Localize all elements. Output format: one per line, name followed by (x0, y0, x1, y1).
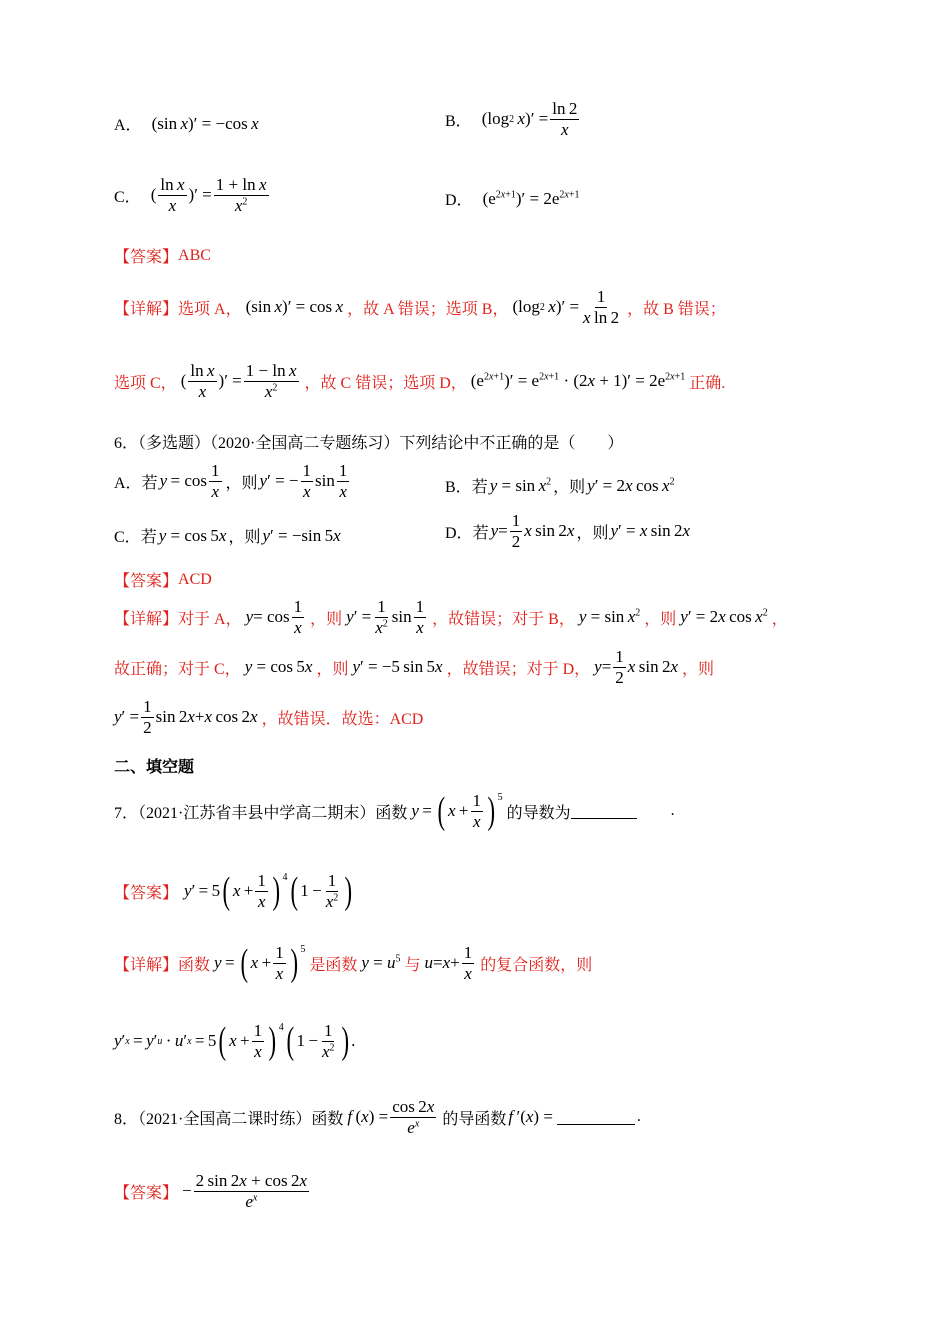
detail-text: 故正确；对于 C， (114, 660, 241, 678)
detail-text: ，故错误．故选：ACD (261, 710, 424, 728)
section-title: 二、填空题 (114, 759, 195, 776)
math-expression: f ( x ) = $\frac{\cos 2x}{e^x}$ (347, 1097, 435, 1137)
q5-answer (114, 244, 211, 267)
q5-option-a (114, 112, 259, 135)
option-text: 若 (471, 479, 488, 496)
math-expression: y = $\frac{1}{2}$ x sin 2 x (594, 647, 679, 687)
q7-detail-line-1 (114, 944, 592, 983)
detail-tag: 【详解】 (114, 300, 179, 318)
detail-text: ，故 A 错误；选项 B， (347, 300, 509, 318)
q6-detail-line-1 (114, 598, 788, 637)
q6-option-a (114, 462, 353, 501)
q6-option-d (445, 512, 692, 551)
q6-detail-line-3 (114, 698, 423, 737)
answer-blank[interactable] (571, 804, 637, 819)
math-expression: − $\frac{2 \sin 2x + \cos 2x}{e^x}$ (182, 1171, 308, 1211)
q5-option-b (445, 100, 581, 139)
detail-text: 选项 A， (178, 300, 242, 318)
math-expression: y ′ = $\frac{1}{2}$ sin 2 x + x cos 2 x (114, 697, 258, 737)
q6-option-b (445, 474, 677, 497)
answer-tag: 【答案】 (114, 1184, 179, 1202)
answer-value: ACD (178, 570, 212, 588)
math-expression: y′ = 2x $\cos x^2$ (587, 475, 675, 495)
option-text: 若 (472, 524, 489, 542)
option-label: C． (114, 188, 141, 206)
question-text: 7．（2021·江苏省丰县中学高二期末）函数 (114, 804, 408, 822)
q5-option-d (445, 187, 579, 210)
option-text: ，则 (225, 474, 258, 492)
detail-text: ，则 (644, 610, 677, 628)
math-expression: y = $\frac{1}{2}$ x sin 2 x (490, 511, 575, 551)
q5-detail-line-1 (114, 288, 726, 327)
math-expression: $(e^{2x+1})' = e^{2x+1} \cdot (2x + 1)' = 2e^{2x+1}$ (470, 371, 686, 391)
detail-text: 对于 A， (178, 610, 242, 628)
math-expression: (log 2 x )′ = $\frac{\ln 2}{x}$ (481, 99, 578, 139)
question-text: 6．（多选题）（2020·全国高二专题练习）下列结论中不正确的是（ ） (114, 435, 624, 452)
detail-text: 选项 C， (114, 374, 177, 392)
math-expression: y = ( x + $\frac{1}{x}$ ) $^5$ (411, 790, 503, 833)
detail-text: 是函数 (309, 956, 358, 974)
detail-text: ，则 (310, 610, 343, 628)
option-text: 若 (141, 474, 158, 492)
math-expression: $y = \sin x^2$ (489, 475, 552, 495)
detail-text: ，故 C 错误；选项 D， (304, 374, 467, 392)
math-expression: y = cos $\frac{1}{x}$ (159, 461, 220, 501)
detail-text: ，故 B 错误； (627, 300, 726, 318)
math-expression: (sin x)′ = cos x (245, 297, 344, 317)
q7-stem (114, 792, 675, 831)
question-text: 的导数为 (506, 804, 571, 822)
option-text: ，则 (576, 524, 609, 542)
q6-detail-line-2 (114, 648, 714, 687)
option-label: A． (114, 117, 142, 134)
detail-text: ，则 (682, 660, 715, 678)
math-expression: u = x + $\frac{1}{x}$ (424, 943, 473, 983)
math-expression: y = cos 5x (158, 525, 227, 545)
math-expression: ( $\frac{\text{ln x}}{x}$ )′ = $\frac{\text{1 + ln x}}{x^2}$ (150, 175, 267, 215)
question-text: 8．（2021·全国高二课时练）函数 (114, 1110, 344, 1128)
option-text: 若 (140, 529, 157, 546)
detail-text: ，故错误；对于 D， (446, 660, 591, 678)
option-label: C． (114, 529, 141, 546)
q8-answer (114, 1172, 311, 1211)
q7-answer (114, 872, 355, 911)
detail-text: 的复合函数，则 (480, 956, 593, 974)
detail-tag: 【详解】 (114, 610, 179, 628)
math-expression: $(e^{2x+1})' = 2e^{2x+1}$ (482, 188, 580, 208)
q6-option-c (114, 524, 343, 547)
math-expression: y′ = −sin 5x (262, 525, 341, 545)
math-expression: y′ = x sin 2x (610, 521, 691, 541)
option-text: ，则 (228, 529, 261, 546)
math-expression: ( $\frac{\text{ln x}}{x}$ )′ = $\frac{\text{1 − ln x}}{x^2}$ (180, 361, 297, 401)
answer-tag: 【答案】 (114, 573, 179, 590)
detail-text: ， (771, 610, 788, 628)
detail-text: ，故错误；对于 B， (432, 610, 575, 628)
math-expression: (sin x)′ = −cos x (151, 113, 259, 133)
option-text: ，则 (553, 479, 586, 496)
option-label: B． (445, 112, 472, 130)
answer-value: ABC (178, 246, 211, 264)
answer-tag: 【答案】 (114, 884, 179, 902)
option-label: D． (445, 524, 473, 542)
question-text: . (670, 802, 675, 820)
math-expression: y = cos $\frac{1}{x}$ (245, 597, 303, 637)
q6-answer (114, 568, 212, 591)
q6-stem (114, 430, 623, 453)
answer-blank[interactable] (557, 1110, 635, 1125)
math-expression: (log 2 x )′ = $\frac{1}{\text{x ln 2}}$ (512, 287, 620, 327)
math-expression: y′ = −5 sin 5x (352, 657, 443, 677)
math-expression: y ′ = − $\frac{1}{x}$ sin $\frac{1}{x}$ (259, 461, 348, 501)
q8-stem (114, 1098, 641, 1137)
math-expression: y ′ = 5 ( x + $\frac{1}{x}$ ) $^4$ ( 1 − $\frac{1}{x^2}$ ) (184, 870, 353, 913)
detail-text: 与 (404, 956, 421, 974)
q5-detail-line-2 (114, 362, 725, 401)
math-expression: f ′(x) = (508, 1107, 553, 1127)
q5-option-c (114, 176, 271, 215)
math-expression: y ′ = $\frac{1}{x^2}$ sin $\frac{1}{x}$ (346, 597, 425, 637)
math-expression: y = cos 5x (244, 657, 313, 677)
question-text: 的导函数 (442, 1110, 507, 1128)
math-expression: y′ = 2x $\cos x^2$ (680, 607, 768, 627)
math-expression: $y = \sin x^2$ (578, 607, 641, 627)
detail-tag: 【详解】 (114, 956, 179, 974)
q7-detail-line-2 (114, 1022, 355, 1061)
detail-text: ，则 (316, 660, 349, 678)
option-label: A． (114, 474, 142, 492)
math-expression: $y = u^5$ (361, 953, 401, 973)
math-expression: y = ( x + $\frac{1}{x}$ ) $^5$ (214, 942, 306, 985)
answer-tag: 【答案】 (114, 249, 179, 266)
option-label: D． (445, 192, 473, 209)
detail-text: 正确. (689, 374, 726, 392)
section-heading (114, 754, 194, 777)
math-expression: y ′ x = y ′ u · u ′ x = 5 ( x + $\frac{1}{x}$ ) $^4$ ( 1 − $\frac{1}{x^2}$ ) . (114, 1020, 356, 1063)
question-text: . (636, 1108, 641, 1126)
option-label: B． (445, 479, 472, 496)
detail-text: 函数 (178, 956, 211, 974)
